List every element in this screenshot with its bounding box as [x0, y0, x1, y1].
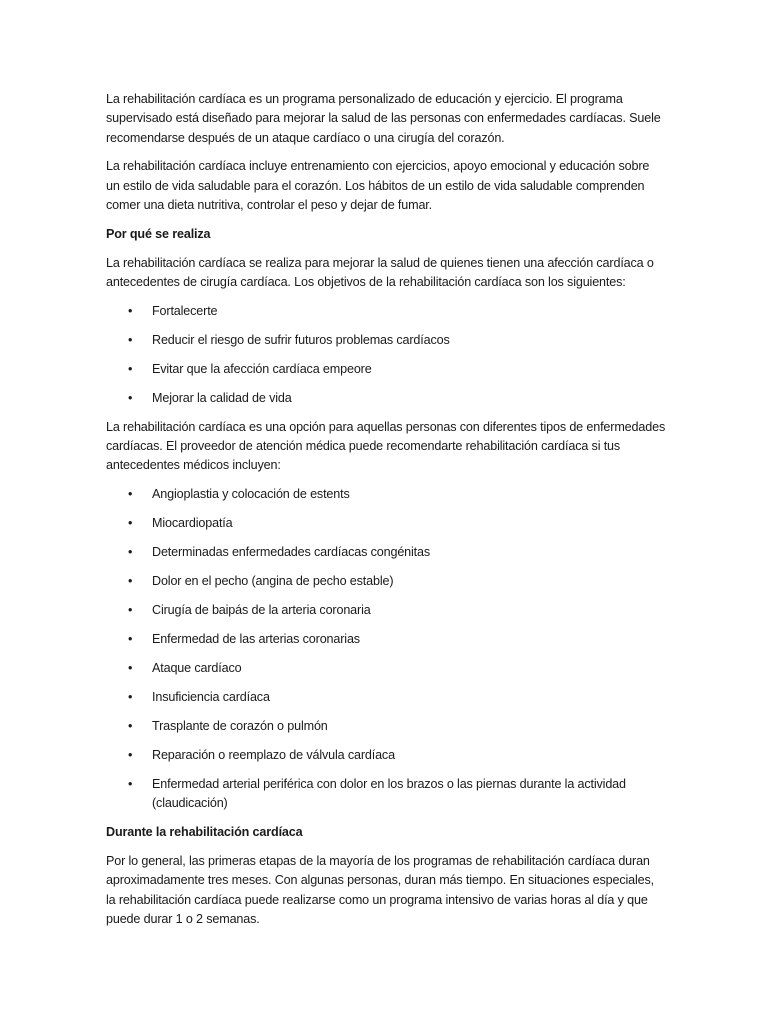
list-item: [106, 688, 666, 707]
list-item-text: Trasplante de corazón o pulmón: [152, 718, 328, 733]
list-item: [106, 331, 666, 350]
document-body: [106, 90, 666, 939]
list-item: [106, 572, 666, 591]
list-item-text: Miocardiopatía: [152, 515, 233, 530]
list-item: [106, 775, 666, 814]
list-item-text: Enfermedad de las arterias coronarias: [152, 631, 360, 646]
list-item-text: Insuficiencia cardíaca: [152, 689, 270, 704]
list-item-text: Cirugía de baipás de la arteria coronaria: [152, 602, 371, 617]
list-item-text: Reducir el riesgo de sufrir futuros problemas cardíacos: [152, 332, 450, 347]
bullet-icon: •: [128, 390, 133, 405]
list-item: [106, 360, 666, 379]
section-heading-during: Durante la rehabilitación cardíaca: [106, 825, 303, 840]
list-item-text: Dolor en el pecho (angina de pecho estable): [152, 573, 394, 588]
list-item: [106, 514, 666, 533]
bullet-icon: •: [128, 602, 133, 617]
bullet-icon: •: [128, 515, 133, 530]
list-item-text: Mejorar la calidad de vida: [152, 390, 292, 405]
list-item: [106, 601, 666, 620]
list-item: [106, 746, 666, 765]
list-item-text: Determinadas enfermedades cardíacas congénitas: [152, 544, 431, 559]
list-item: [106, 543, 666, 562]
list-item: [106, 302, 666, 321]
bullet-icon: •: [128, 544, 133, 559]
bullet-icon: •: [128, 689, 133, 704]
intro-paragraph-1: La rehabilitación cardíaca es un programa personalizado de educación y ejercicio. El programa supervisado está diseñado para mejorar la salud de las personas con enfermedades cardíacas. Suele recomendarse después de un ataque cardíaco o una cirugía del corazón.: [106, 92, 661, 145]
list-item-text: Enfermedad arterial periférica con dolor en los brazos o las piernas durante la actividad (claudicación): [152, 776, 626, 811]
bullet-icon: •: [128, 718, 133, 733]
conditions-list: [106, 485, 666, 813]
bullet-icon: •: [128, 573, 133, 588]
during-paragraph: Por lo general, las primeras etapas de la mayoría de los programas de rehabilitación cardíaca duran aproximadamente tres meses. Con algunas personas, duran más tiempo. En situaciones especiales, la rehabilitación cardíaca puede realizarse como un programa intensivo de varias horas al día y que puede durar 1 o 2 semanas.: [106, 853, 655, 926]
options-paragraph: La rehabilitación cardíaca es una opción para aquellas personas con diferentes tipos de enfermedades cardíacas. El proveedor de atención médica puede recomendarte rehabilitación cardíaca si tus antecedentes médicos incluyen:: [106, 419, 666, 473]
bullet-icon: •: [128, 660, 133, 675]
list-item: [106, 389, 666, 408]
list-item-text: Evitar que la afección cardíaca empeore: [152, 361, 372, 376]
list-item-text: Fortalecerte: [152, 303, 218, 318]
why-paragraph: La rehabilitación cardíaca se realiza para mejorar la salud de quienes tienen una afección cardíaca o antecedentes de cirugía cardíaca. Los objetivos de la rehabilitación cardíaca son los siguientes:: [106, 255, 654, 289]
list-item: [106, 485, 666, 504]
bullet-icon: •: [128, 361, 133, 376]
list-item: [106, 717, 666, 736]
bullet-icon: •: [128, 303, 133, 318]
intro-paragraph-2: La rehabilitación cardíaca incluye entrenamiento con ejercicios, apoyo emocional y educación sobre un estilo de vida saludable para el corazón. Los hábitos de un estilo de vida saludable comprenden comer una dieta nutritiva, controlar el peso y dejar de fumar.: [106, 159, 650, 212]
bullet-icon: •: [128, 776, 133, 791]
list-item: [106, 659, 666, 678]
list-item-text: Ataque cardíaco: [152, 660, 242, 675]
list-item-text: Angioplastia y colocación de estents: [152, 487, 350, 501]
section-heading-why: Por qué se realiza: [106, 226, 211, 241]
list-item: [106, 630, 666, 649]
bullet-icon: •: [128, 747, 133, 762]
goals-list: [106, 302, 666, 408]
bullet-icon: •: [128, 332, 133, 347]
bullet-icon: •: [128, 631, 133, 646]
bullet-icon: •: [128, 487, 133, 501]
list-item-text: Reparación o reemplazo de válvula cardíaca: [152, 747, 395, 762]
